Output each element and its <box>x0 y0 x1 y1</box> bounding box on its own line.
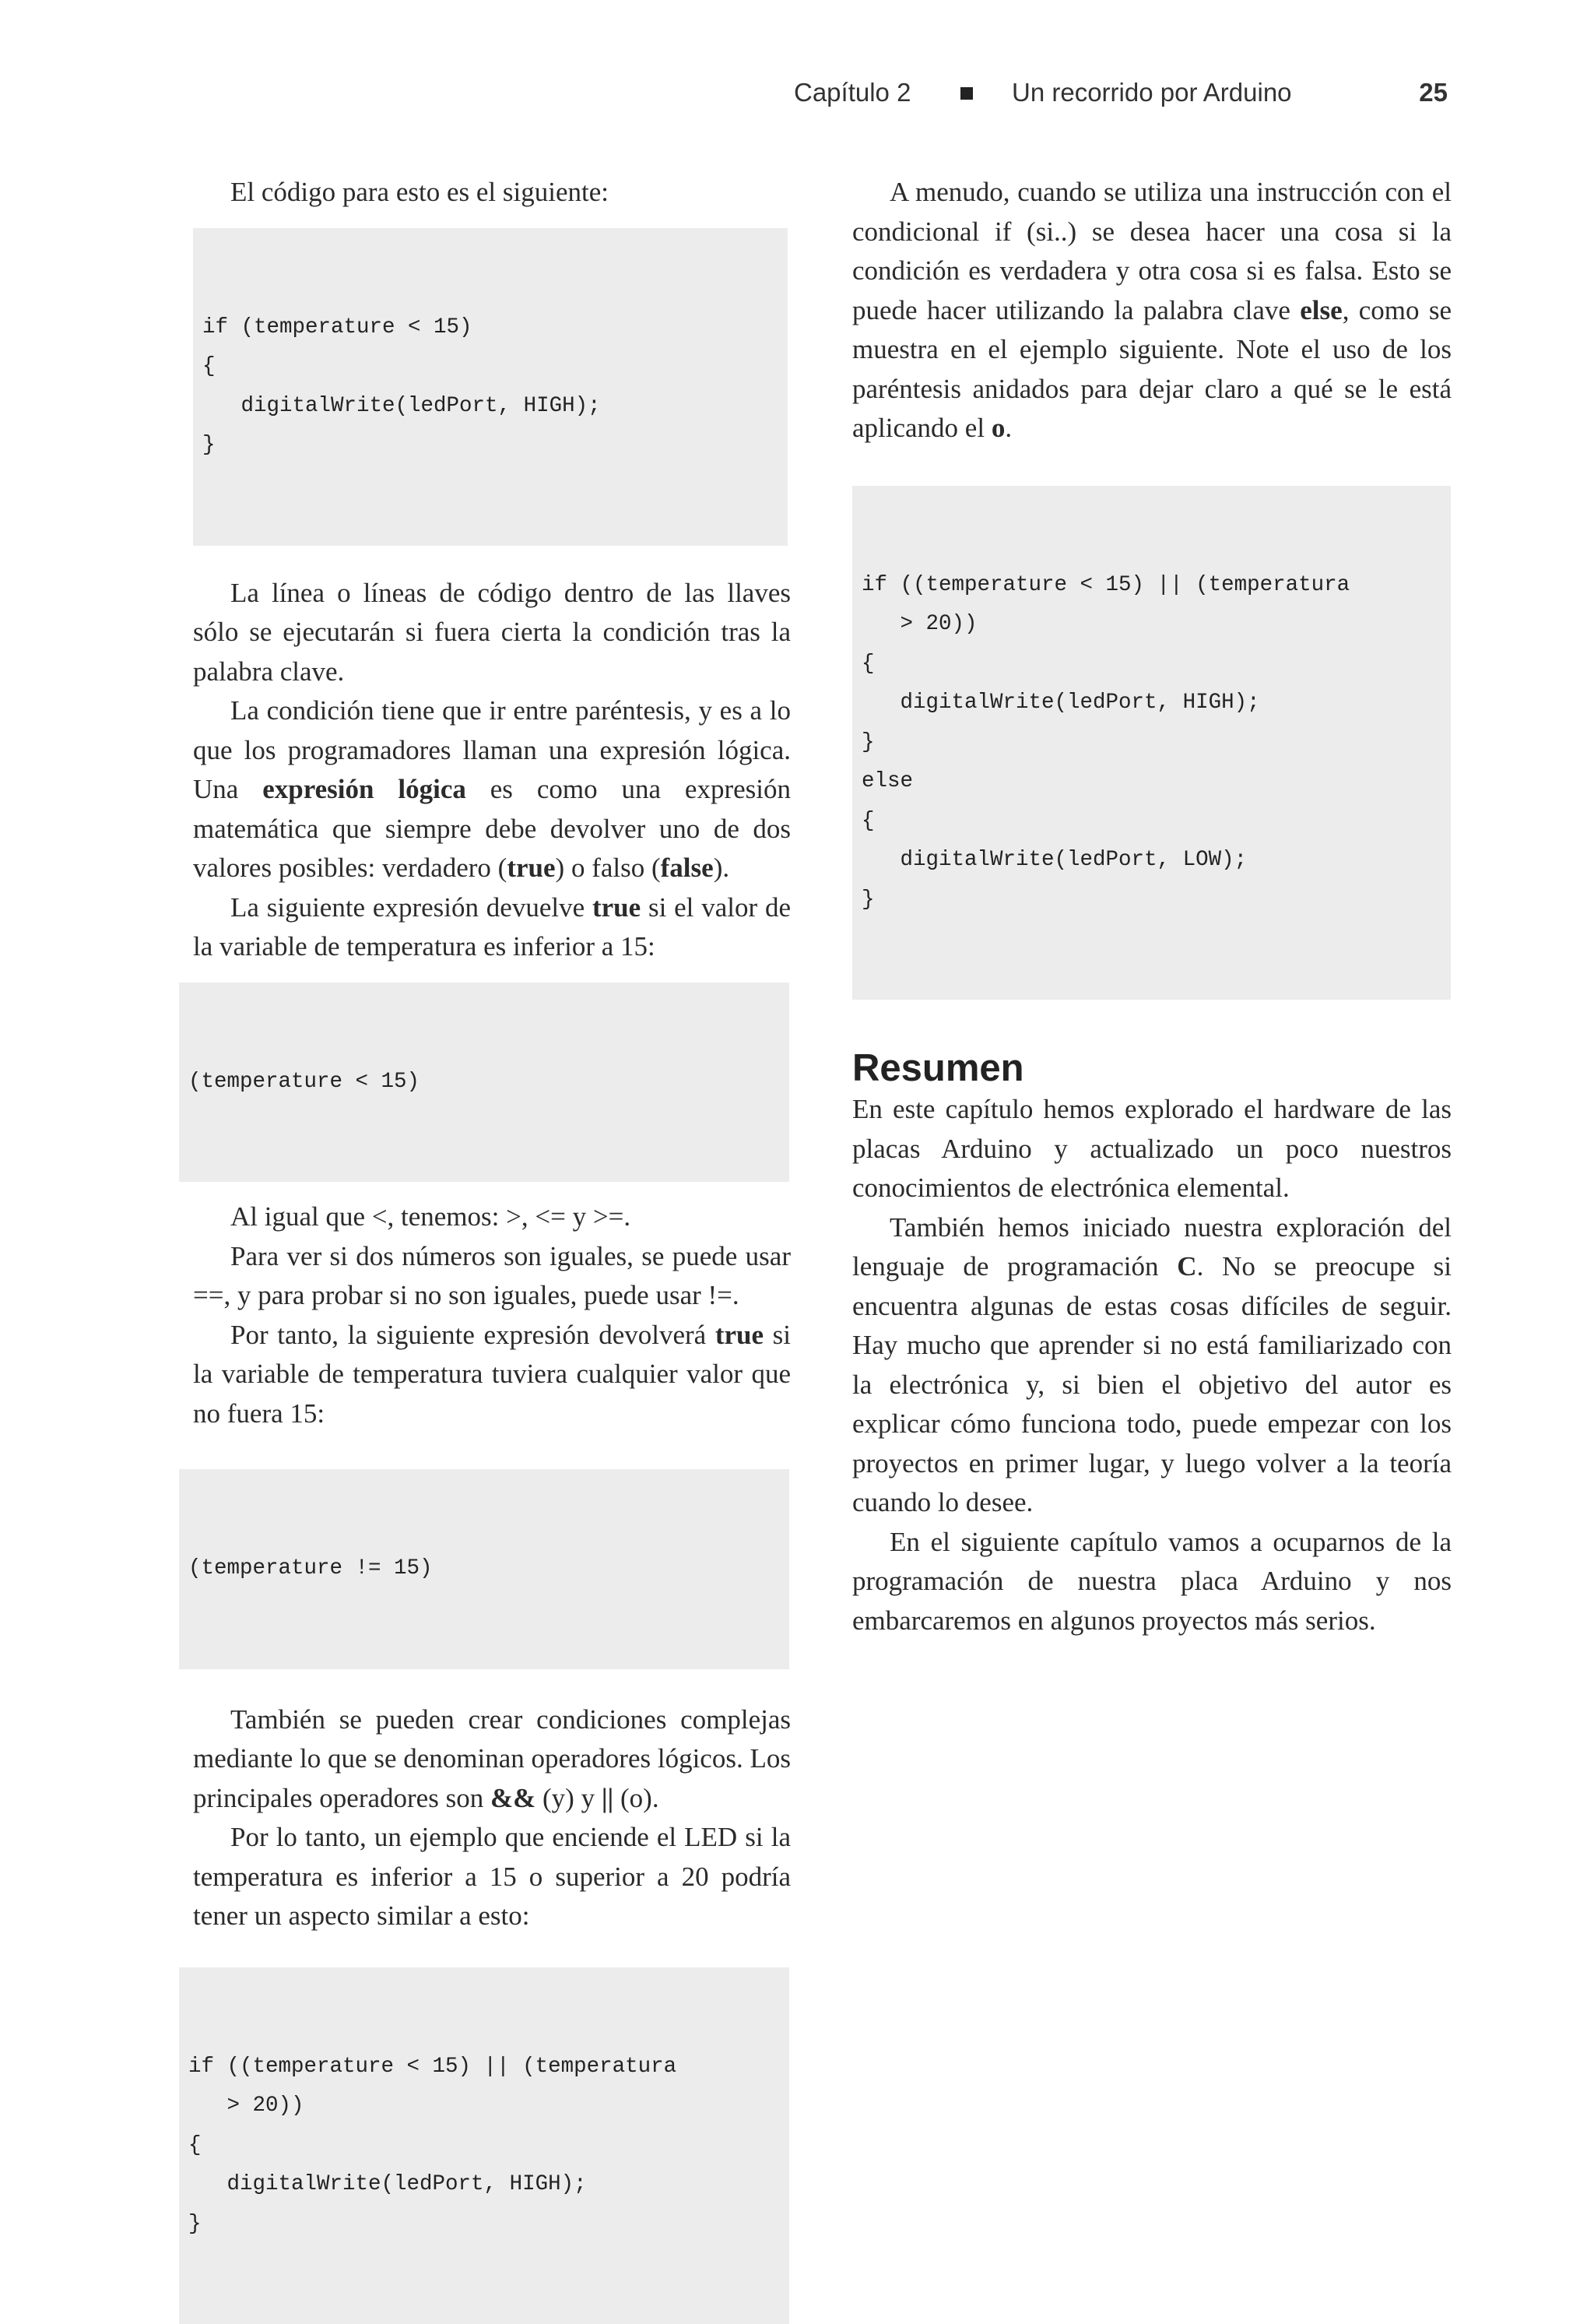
code-line: > 20)) <box>862 605 1441 645</box>
text-run: (y) y <box>535 1783 602 1813</box>
text-run: Por tanto, la siguiente expresión devolverá <box>230 1320 715 1350</box>
text-run: También se pueden crear condiciones complejas mediante lo que se denominan operadores lógicos. Los principales operadores son <box>193 1704 791 1813</box>
bold-term: true <box>715 1320 764 1350</box>
code-line: if (temperature < 15) <box>202 308 778 348</box>
code-line: digitalWrite(ledPort, HIGH); <box>188 2165 780 2205</box>
bold-term: else <box>1300 295 1342 325</box>
code-block <box>179 1967 789 2324</box>
code-line: (temperature < 15) <box>188 1063 780 1102</box>
text-run: . No se preocupe si encuentra algunas de estas cosas difíciles de seguir. Hay mucho que aprender si no está familiarizado con la electrónica y, si bien el objetivo del autor es explicar cómo funciona todo, puede empezar con los proyectos en primer lugar, y luego volver a la teoría cuando lo desee. <box>852 1251 1452 1517</box>
code-block <box>193 228 788 546</box>
code-line: { <box>862 645 1441 684</box>
code-block <box>179 1469 789 1669</box>
code-line: { <box>188 2126 780 2166</box>
text-run: (o). <box>613 1783 658 1813</box>
text-run: es como una expresión matemática que siempre debe devolver uno de dos valores posibles: verdadero ( <box>193 774 791 883</box>
code-line: if ((temperature < 15) || (temperatura <box>862 566 1441 606</box>
paragraph: Al igual que <, tenemos: >, <= y >=. <box>193 1197 791 1237</box>
text-run: ) o falso ( <box>556 853 661 883</box>
paragraph <box>193 1316 791 1434</box>
text-run: , como se muestra en el ejemplo siguiente. Note el uso de los paréntesis anidados para dejar claro a qué se le está aplicando el <box>852 295 1452 444</box>
code-line: { <box>862 802 1441 842</box>
code-line: } <box>862 723 1441 763</box>
code-line: if ((temperature < 15) || (temperatura <box>188 2048 780 2087</box>
text-run: si la variable de temperatura tuviera cualquier valor que no fuera 15: <box>193 1320 791 1429</box>
code-line: digitalWrite(ledPort, LOW); <box>862 841 1441 881</box>
bold-term: o <box>992 413 1006 443</box>
chapter-title: Un recorrido por Arduino <box>1012 78 1292 107</box>
text-run: También hemos iniciado nuestra exploración del lenguaje de programación <box>852 1212 1452 1282</box>
paragraph: Por lo tanto, un ejemplo que enciende el LED si la temperatura es inferior a 15 o superior a 20 podría tener un aspecto similar a esto: <box>193 1818 791 1936</box>
paragraph: En el siguiente capítulo vamos a ocuparnos de la programación de nuestra placa Arduino y nos embarcaremos en algunos proyectos más serios. <box>852 1523 1452 1641</box>
paragraph: En este capítulo hemos explorado el hardware de las placas Arduino y actualizado un poco nuestros conocimientos de electrónica elemental. <box>852 1090 1452 1208</box>
code-line: } <box>188 2205 780 2245</box>
paragraph <box>193 888 791 967</box>
bold-term: || <box>602 1783 613 1813</box>
bold-term: && <box>490 1783 535 1813</box>
code-line: { <box>202 347 778 387</box>
paragraph: El código para esto es el siguiente: <box>193 173 791 213</box>
bold-term: true <box>592 892 641 923</box>
bold-term: expresión lógica <box>262 774 466 804</box>
code-line: digitalWrite(ledPort, HIGH); <box>862 684 1441 723</box>
code-line: > 20)) <box>188 2087 780 2126</box>
right-column <box>852 173 1452 1640</box>
text-run: . <box>1005 413 1012 443</box>
code-line: else <box>862 762 1441 802</box>
text-run: si el valor de la variable de temperatura es inferior a 15: <box>193 892 791 962</box>
code-line: } <box>202 426 778 466</box>
code-block <box>852 486 1451 1000</box>
bold-term: false <box>661 853 714 883</box>
code-line: (temperature != 15) <box>188 1549 780 1589</box>
bold-term: true <box>507 853 555 883</box>
code-block <box>179 983 789 1183</box>
paragraph <box>193 1700 791 1819</box>
paragraph: Para ver si dos números son iguales, se puede usar ==, y para probar si no son iguales, puede usar !=. <box>193 1237 791 1316</box>
paragraph <box>193 691 791 888</box>
bold-term: C <box>1177 1251 1196 1282</box>
code-line: } <box>862 881 1441 920</box>
page-number: 25 <box>1419 78 1448 107</box>
code-line: digitalWrite(ledPort, HIGH); <box>202 387 778 427</box>
running-header <box>763 78 1448 125</box>
text-run: ). <box>714 853 729 883</box>
left-column <box>193 173 791 2324</box>
text-run: La condición tiene que ir entre paréntesis, y es a lo que los programadores llaman una expresión lógica. Una <box>193 695 791 804</box>
section-heading: Resumen <box>852 1046 1452 1090</box>
paragraph: La línea o líneas de código dentro de las llaves sólo se ejecutarán si fuera cierta la condición tras la palabra clave. <box>193 574 791 692</box>
paragraph <box>852 173 1452 448</box>
separator-square-icon <box>960 87 973 100</box>
paragraph <box>852 1208 1452 1523</box>
chapter-label: Capítulo 2 <box>794 78 911 107</box>
text-run: La siguiente expresión devuelve <box>230 892 592 923</box>
text-run: A menudo, cuando se utiliza una instrucción con el condicional if (si..) se desea hacer una cosa si la condición es verdadera y otra cosa si es falsa. Esto se puede hacer utilizando la palabra clave <box>852 177 1452 325</box>
